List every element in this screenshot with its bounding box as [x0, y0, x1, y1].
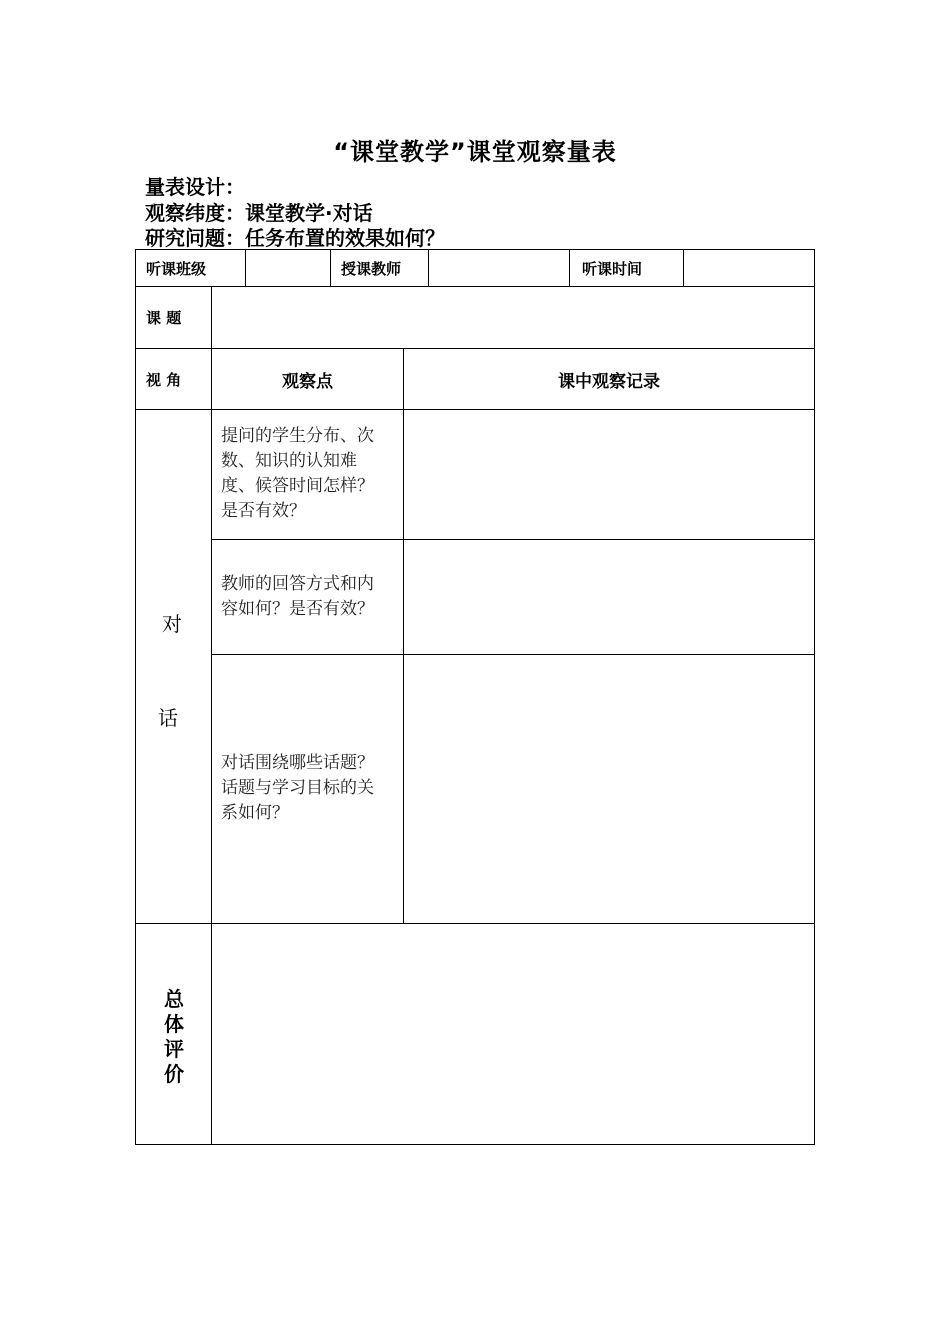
- dimension-line: 观察纬度：课堂教学·对话: [145, 201, 373, 225]
- topic-value-cell[interactable]: [212, 287, 814, 348]
- side-char-dui: 对: [162, 612, 182, 636]
- class-value-cell[interactable]: [246, 250, 330, 286]
- record-cell[interactable]: [404, 410, 814, 539]
- point-line: 对话围绕哪些话题？: [221, 753, 374, 773]
- side-char-hua: 话: [158, 706, 178, 730]
- point-line: 话题与学习目标的关: [221, 778, 374, 798]
- summary-char: 体: [164, 1012, 184, 1036]
- record-label: 课中观察记录: [558, 371, 660, 392]
- summary-value-cell[interactable]: [212, 924, 814, 1144]
- record-cell[interactable]: [404, 540, 814, 654]
- point-line: 是否有效？: [221, 501, 306, 521]
- divider: [330, 250, 331, 286]
- topic-row: [135, 286, 815, 349]
- record-cell[interactable]: [404, 655, 814, 923]
- point-line: 容如何？是否有效？: [221, 599, 374, 619]
- point-label: 观察点: [282, 371, 333, 392]
- observation-point: [221, 424, 401, 524]
- designer-label: 量表设计：: [145, 175, 245, 199]
- teacher-value-cell[interactable]: [429, 250, 569, 286]
- teacher-label: 授课教师: [341, 259, 402, 278]
- topic-label: 课 题: [146, 309, 182, 327]
- point-line: 提问的学生分布、次: [221, 426, 374, 446]
- point-line: 数、知识的认知难: [221, 451, 357, 471]
- angle-label: 视 角: [146, 370, 182, 389]
- summary-char: 总: [164, 987, 184, 1011]
- class-label: 听课班级: [146, 259, 207, 278]
- point-line: 教师的回答方式和内: [221, 574, 374, 594]
- divider: [211, 410, 212, 923]
- summary-section: [135, 923, 815, 1145]
- time-value-cell[interactable]: [684, 250, 814, 286]
- divider: [569, 250, 570, 286]
- header-row: [135, 348, 815, 410]
- page-title: “课堂教学”课堂观察量表: [333, 138, 617, 166]
- summary-char: 价: [164, 1062, 184, 1086]
- summary-char: 评: [164, 1037, 184, 1061]
- info-row: [135, 249, 815, 287]
- point-line: 系如何？: [221, 803, 289, 823]
- observation-point: [221, 751, 401, 826]
- dialogue-section: [135, 409, 815, 924]
- point-line: 度、候答时间怎样？: [221, 476, 374, 496]
- time-label: 听课时间: [582, 259, 643, 278]
- observation-point: [221, 572, 401, 622]
- question-line: 研究问题：任务布置的效果如何？: [145, 226, 445, 250]
